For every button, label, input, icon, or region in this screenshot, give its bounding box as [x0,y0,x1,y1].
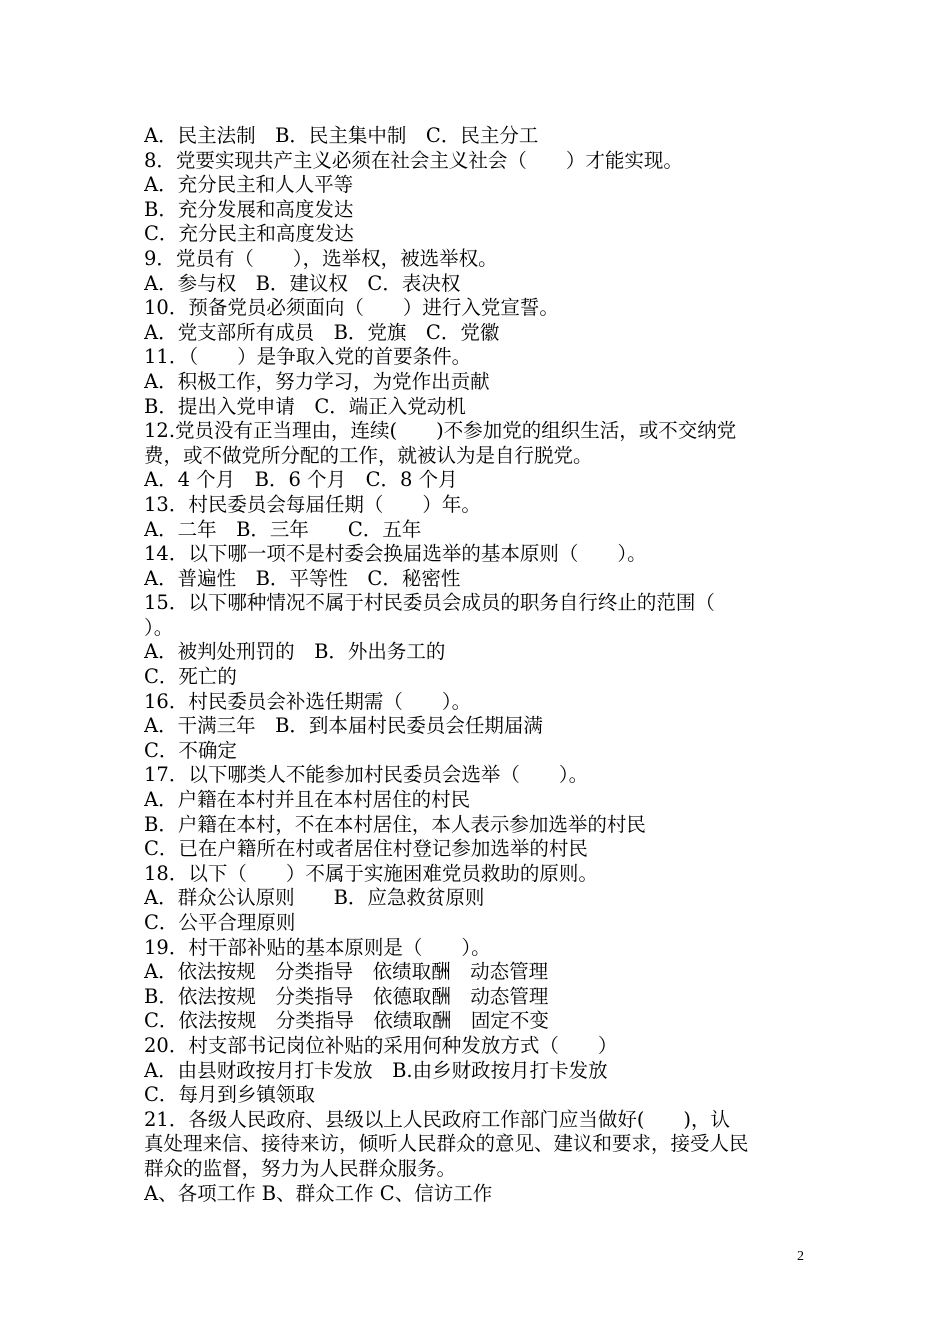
text-line: A．4 个月 B．6 个月 C．8 个月 [144,468,458,492]
text-line: C．不确定 [144,738,237,762]
text-line: 11．（ ）是争取入党的首要条件。 [144,345,472,369]
question-list [144,124,812,1206]
text-line: A．干满三年 B．到本届村民委员会任期届满 [144,714,543,738]
text-line: A．群众公认原则 B．应急救贫原则 [144,886,485,910]
text-line: ）。 [144,615,174,639]
text-line: B．依法按规 分类指导 依德取酬 动态管理 [144,984,549,1008]
text-line: 费，或不做党所分配的工作，就被认为是自行脱党。 [144,443,593,467]
text-line: A．被判处刑罚的 B．外出务工的 [144,640,446,664]
text-line: A．普遍性 B．平等性 C．秘密性 [144,566,461,590]
page-number: 2 [797,1249,804,1264]
text-line: C．公平合理原则 [144,911,296,934]
text-line: 8．党要实现共产主义必须在社会主义社会（ ）才能实现。 [144,148,683,172]
text-line: C．已在户籍所在村或者居住村登记参加选举的村民 [144,837,588,861]
text-line: B．户籍在本村，不在本村居住，本人表示参加选举的村民 [144,812,646,836]
text-line: A．参与权 B．建议权 C．表决权 [144,271,461,295]
text-line: A．由县财政按月打卡发放 B.由乡财政按月打卡发放 [144,1058,608,1082]
text-line: C．充分民主和高度发达 [144,222,354,246]
text-line: 20．村支部书记岗位补贴的采用何种发放方式（ ） [144,1033,618,1057]
text-line: 9．党员有（ ），选举权，被选举权。 [144,246,498,270]
text-line: 21．各级人民政府、县级以上人民政府工作部门应当做好( )，认 [144,1107,731,1131]
text-line: 16．村民委员会补选任期需（ ）。 [144,689,472,713]
text-line: 群众的监督，努力为人民群众服务。 [144,1156,457,1180]
text-line: C．依法按规 分类指导 依绩取酬 固定不变 [144,1009,549,1033]
text-line: 18．以下（ ）不属于实施困难党员救助的原则。 [144,861,598,885]
text-line: A、各项工作 B、群众工作 C、信访工作 [144,1181,493,1205]
text-line: 10．预备党员必须面向（ ）进行入党宣誓。 [144,296,559,320]
text-line: 15．以下哪种情况不属于村民委员会成员的职务自行终止的范围（ [144,591,715,615]
text-line: 真处理来信、接待来访，倾听人民群众的意见、建议和要求，接受人民 [144,1132,749,1156]
text-line: 14．以下哪一项不是村委会换届选举的基本原则（ ）。 [144,542,647,566]
text-line: A．充分民主和人人平等 [144,173,354,197]
text-line: 12.党员没有正当理由，连续( )不参加党的组织生活，或不交纳党 [144,419,737,443]
text-line: 13．村民委员会每届任期（ ）年。 [144,492,481,516]
text-line: 17．以下哪类人不能参加村民委员会选举（ ）。 [144,763,589,787]
text-line: A．民主法制 B．民主集中制 C．民主分工 [144,124,539,147]
text-line: A．党支部所有成员 B．党旗 C．党徽 [144,320,500,344]
text-line: C．死亡的 [144,665,237,689]
text-line: A．户籍在本村并且在本村居住的村民 [144,788,471,812]
text-line: C．每月到乡镇领取 [144,1083,315,1107]
text-line: 19．村干部补贴的基本原则是（ ）。 [144,935,491,959]
text-line: A．依法按规 分类指导 依绩取酬 动态管理 [144,960,549,984]
text-line: A．积极工作，努力学习，为党作出贡献 [144,369,490,393]
text-line: B．提出入党申请 C．端正入党动机 [144,394,466,418]
text-line: A．二年 B．三年 C．五年 [144,517,422,541]
text-line: B．充分发展和高度发达 [144,197,354,221]
